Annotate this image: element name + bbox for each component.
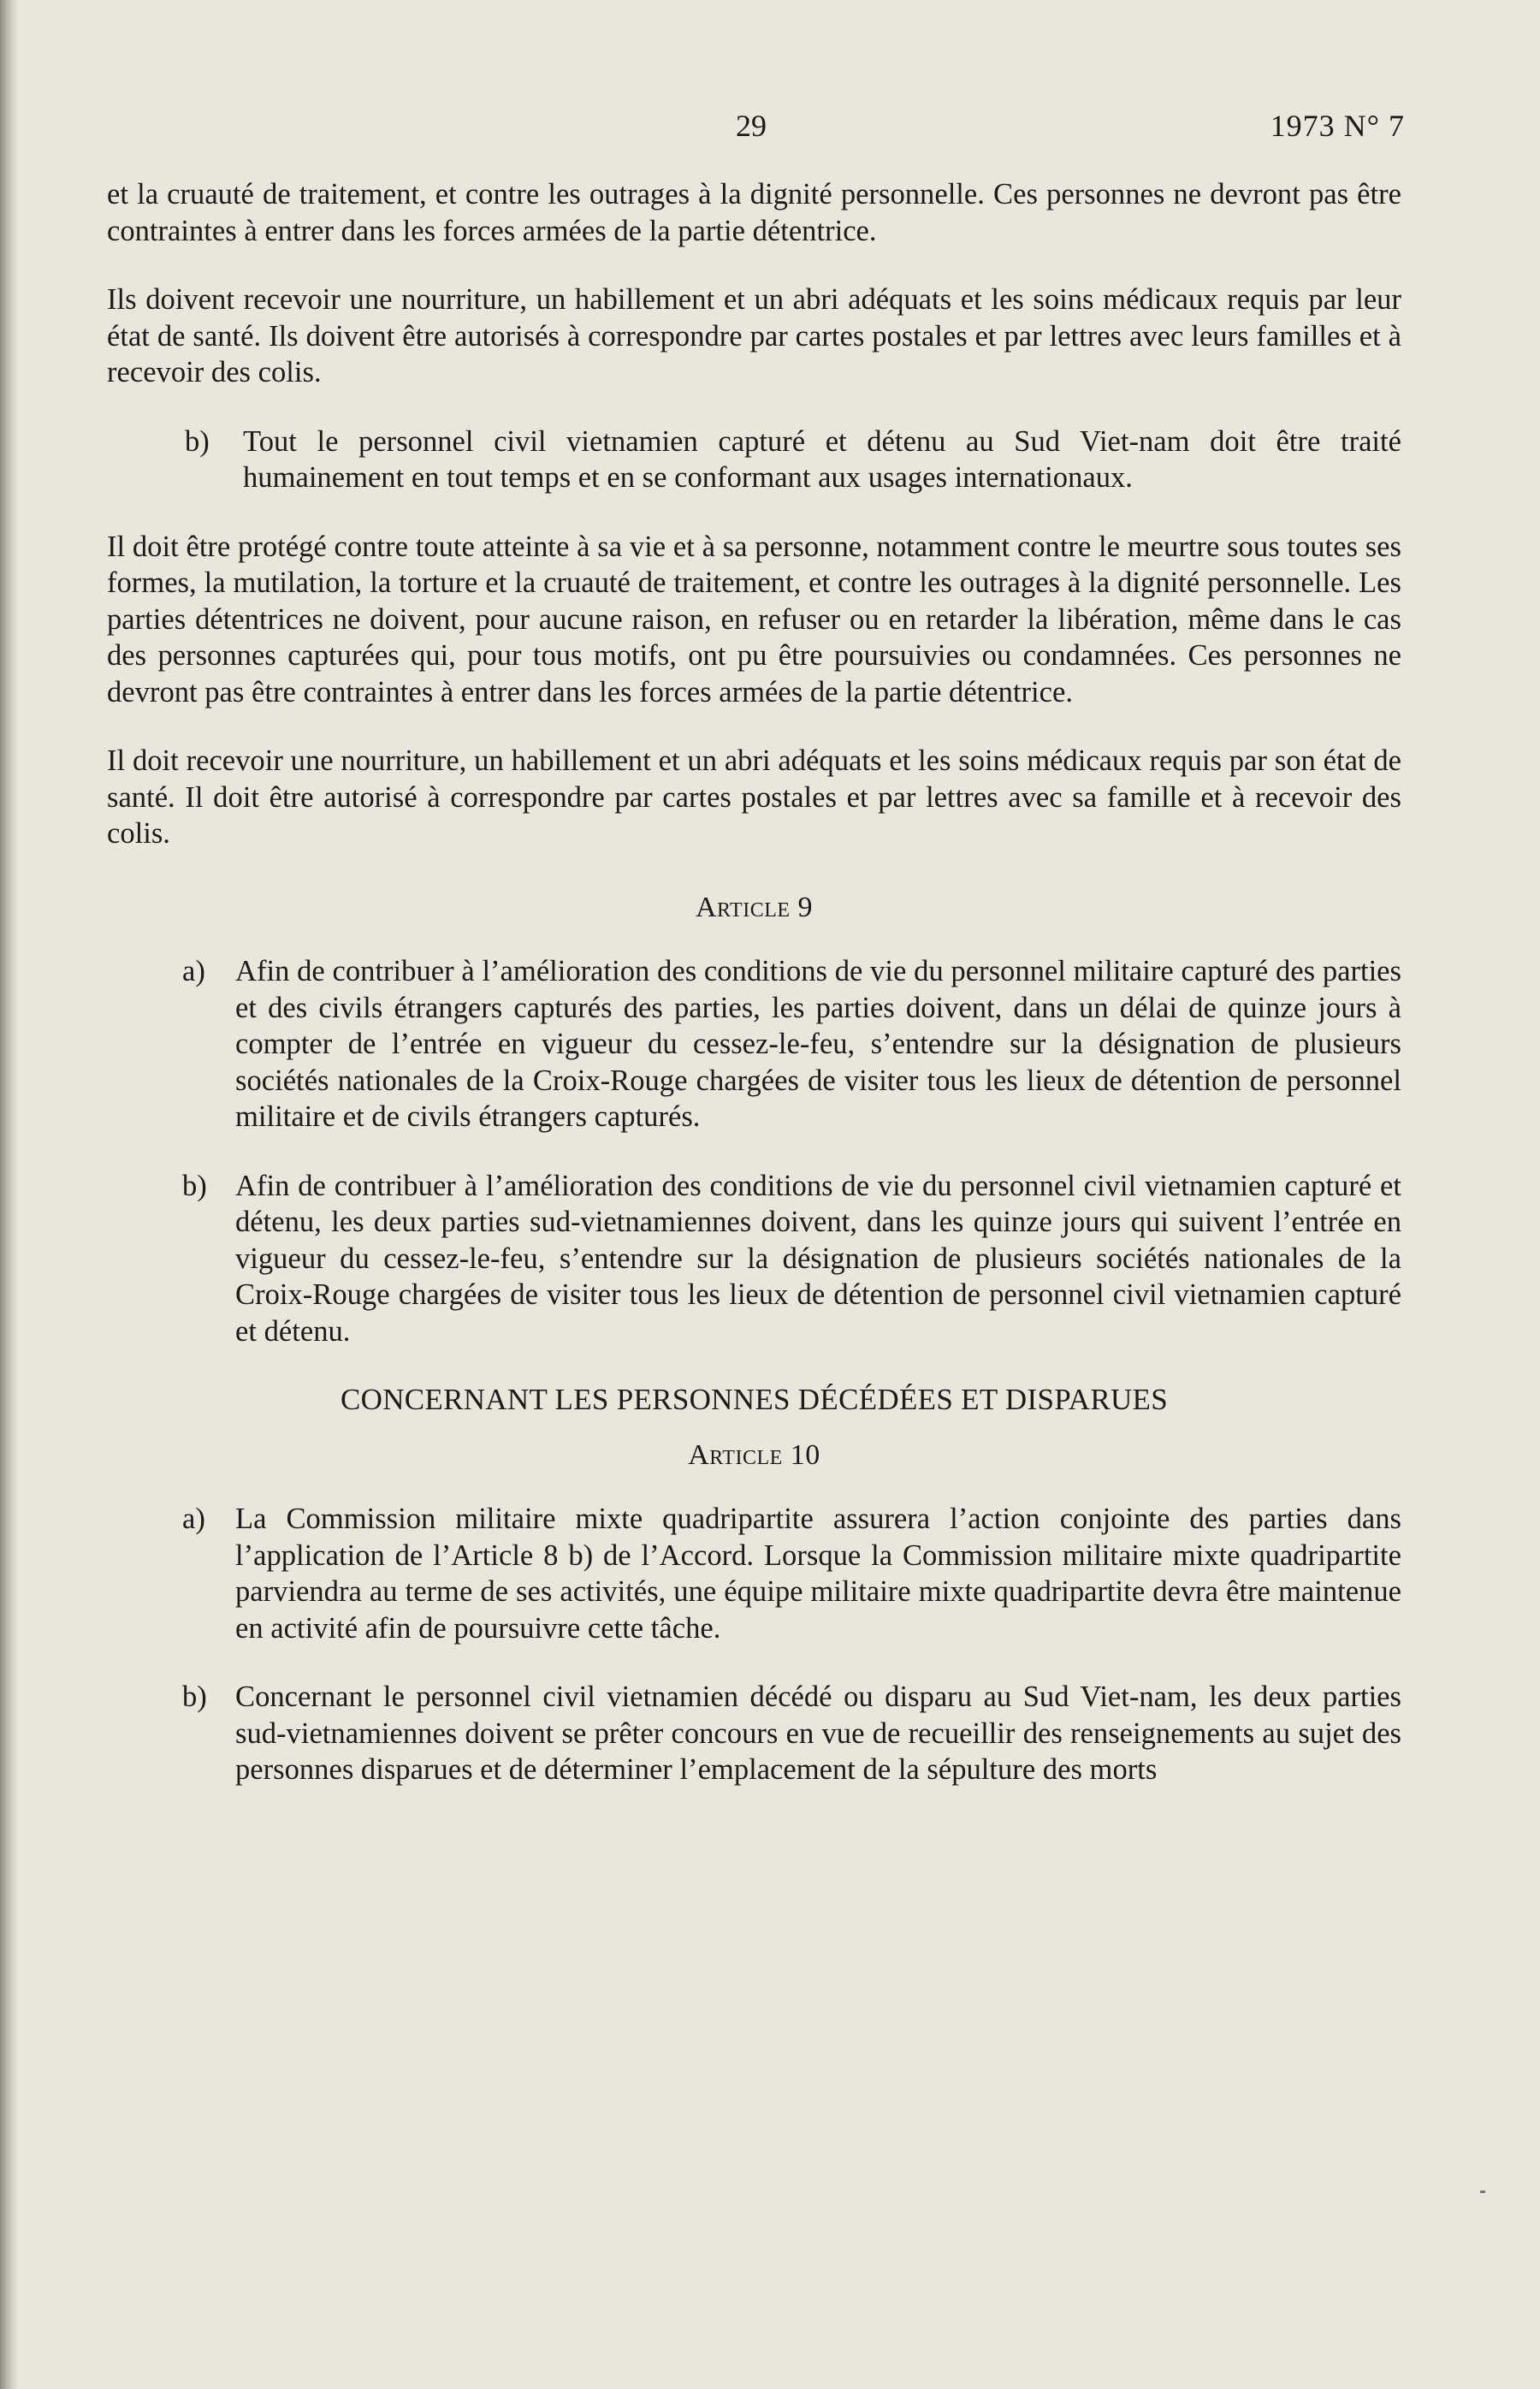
article-10-item-a	[107, 1501, 1401, 1646]
item-text: Afin de contribuer à l’amélioration des conditions de vie du personnel civil vietnamien capturé et détenu, les deux parties sud-vietnamiennes doivent, dans les quinze jours qui suivent l’entrée en vigueur du cessez-le-feu, s’entendre sur la désignation de plusieurs sociétés nationales de la Croix-Rouge chargées de visiter tous les lieux de détention de personnel civil vietnamien capturé et détenu.	[235, 1169, 1401, 1348]
article-9-item-a	[107, 953, 1401, 1135]
item-b-civil-personnel	[107, 424, 1401, 496]
page-number: 29	[736, 109, 767, 143]
article-10-item-b	[107, 1679, 1401, 1788]
section-heading: CONCERNANT LES PERSONNES DÉCÉDÉES ET DISPARUES	[340, 1383, 1169, 1416]
item-label: a)	[182, 1503, 205, 1535]
item-text: La Commission militaire mixte quadripartite assurera l’action conjointe des parties dans l’application de l’Article 8 b) de l’Accord. Lorsque la Commission militaire mixte quadripartite parviendra au terme de ses activités, une équipe militaire mixte quadripartite devra être maintenue en activité afin de poursuivre cette tâche.	[235, 1503, 1401, 1645]
item-label: b)	[182, 1169, 207, 1202]
article-9-item-b	[107, 1168, 1401, 1350]
paragraph-provisions: Ils doivent recevoir une nourriture, un habillement et un abri adéquats et les soins médicaux requis par leur état de santé. Ils doivent être autorisés à correspondre par cartes postales et par lettres avec leurs familles et à recevoir des colis.	[107, 283, 1401, 388]
item-label: a)	[182, 955, 205, 987]
page-header	[0, 108, 1540, 151]
article-9-heading: Article 9	[695, 891, 814, 923]
paragraph-continuation: et la cruauté de traitement, et contre les outrages à la dignité personnelle. Ces personnes ne devront pas être contraintes à entrer dans les forces armées de la partie détentrice.	[107, 178, 1401, 247]
item-text: Concernant le personnel civil vietnamien décédé ou disparu au Sud Viet-nam, les deux parties sud-vietnamiennes doivent se prêter concours en vue de recueillir des renseignements au sujet des personnes disparues et de déterminer l’emplacement de la sépulture des morts	[235, 1681, 1401, 1786]
item-text: Tout le personnel civil vietnamien capturé et détenu au Sud Viet-nam doit être traité humainement en tout temps et en se conformant aux usages internationaux.	[243, 424, 1401, 494]
page-reference: 1973 N° 7	[1270, 109, 1405, 143]
item-text: Afin de contribuer à l’amélioration des conditions de vie du personnel militaire capturé des parties et des civils étrangers capturés des parties, les parties doivent, dans un délai de quinze jours à compter de l’entrée en vigueur du cessez-le-feu, s’entendre sur la désignation de plusieurs sociétés nationales de la Croix-Rouge chargées de visiter tous les lieux de détention de personnel militaire et de civils étrangers capturés.	[235, 955, 1401, 1133]
item-label: b)	[182, 1681, 207, 1713]
paragraph-protection: Il doit être protégé contre toute atteinte à sa vie et à sa personne, notamment contre le meurtre sous toutes ses formes, la mutilation, la torture et la cruauté de traitement, et contre les outrages à la dignité personnelle. Les parties détentrices ne doivent, pour aucune raison, en refuser ou en retarder la libération, même dans le cas des personnes capturées qui, pour tous motifs, ont pu être poursuivies ou condamnées. Ces personnes ne devront pas être contraintes à entrer dans les forces armées de la partie détentrice.	[107, 530, 1401, 708]
page-binding-shadow	[0, 0, 19, 2389]
page-body	[107, 176, 1401, 1821]
print-mark	[1480, 2190, 1485, 2193]
item-label: b)	[185, 424, 210, 458]
article-10-heading: Article 10	[688, 1438, 820, 1471]
paragraph-care: Il doit recevoir une nourriture, un habillement et un abri adéquats et les soins médicaux requis par son état de santé. Il doit être autorisé à correspondre par cartes postales et par lettres avec sa famille et à recevoir des colis.	[107, 744, 1401, 850]
